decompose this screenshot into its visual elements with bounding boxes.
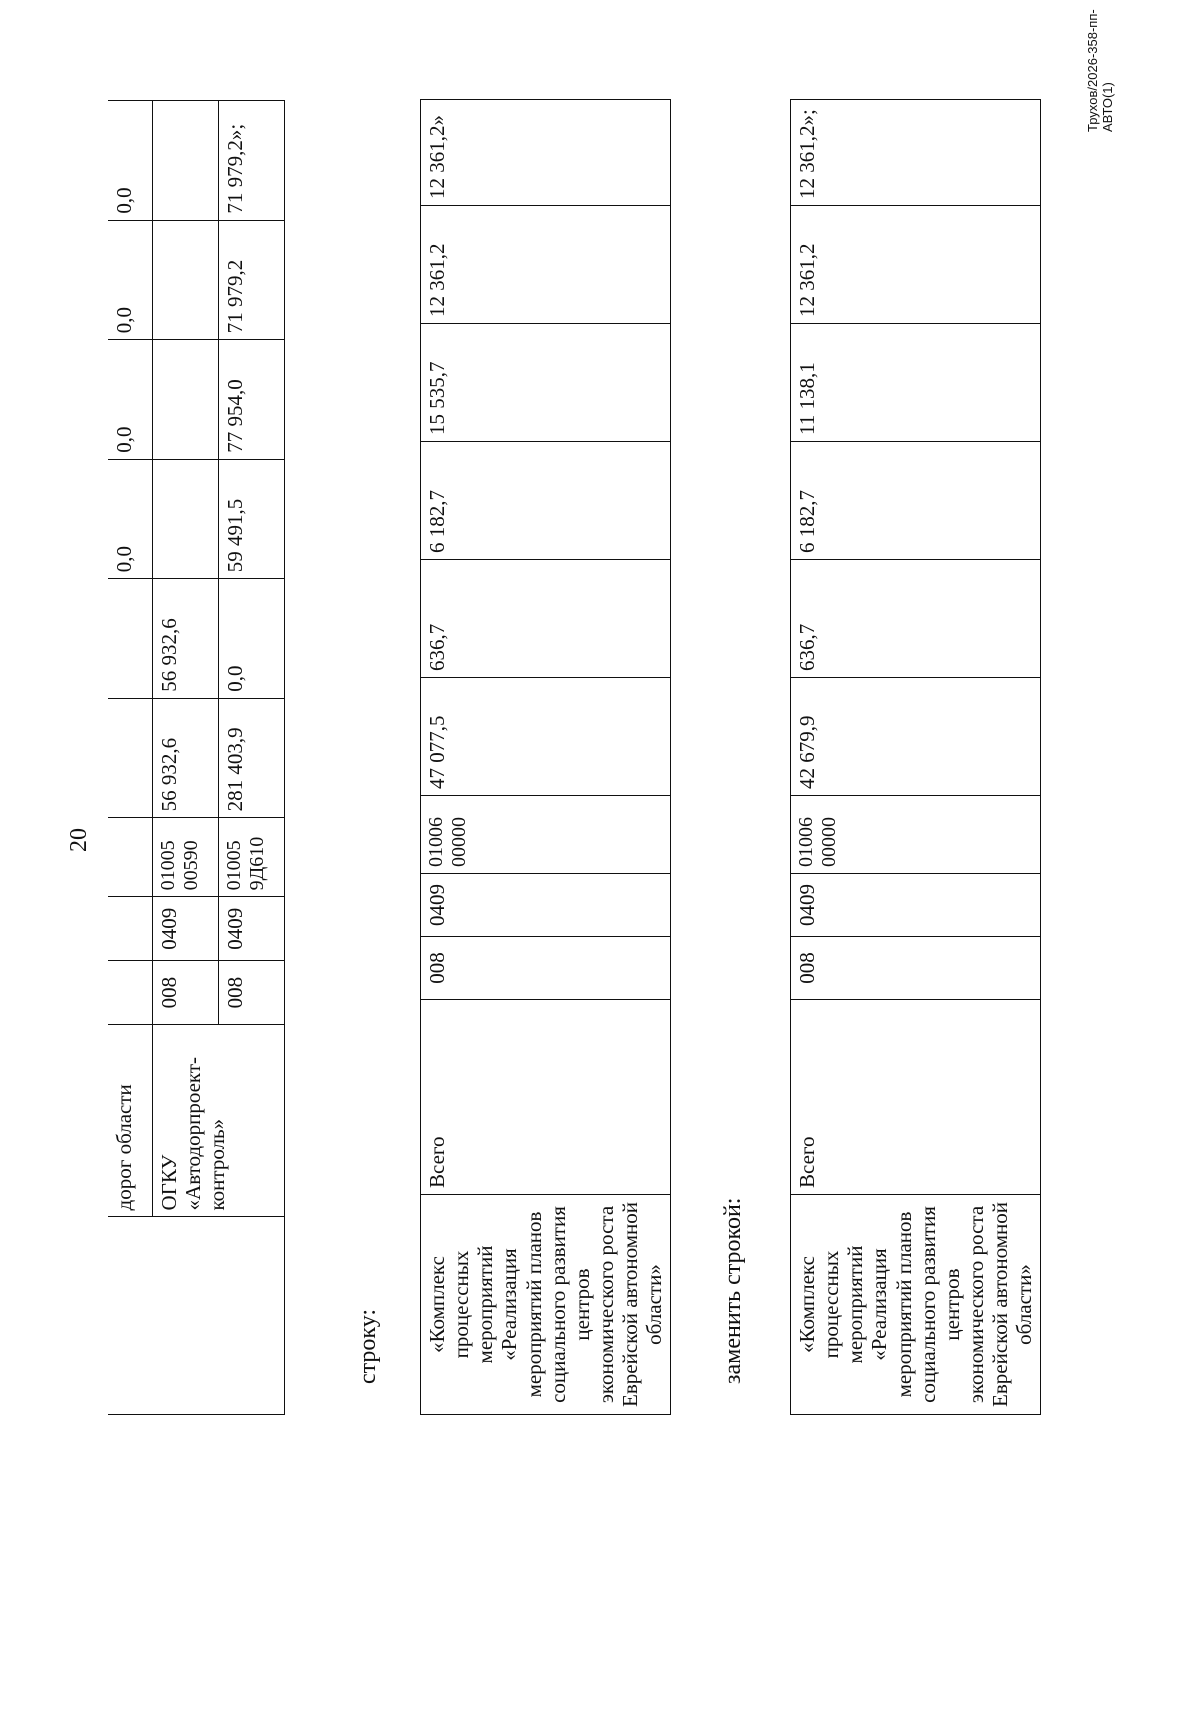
table-cell: 71 979,2 — [218, 220, 284, 340]
table-row — [791, 100, 1041, 1415]
table-cell: 008 — [791, 937, 1041, 1000]
table-cell: 0409 — [218, 897, 284, 961]
table-cell — [152, 340, 218, 460]
table-cell: 6 182,7 — [791, 442, 1041, 560]
phrase-replace-row: строку: — [355, 1308, 381, 1384]
table-cell: 6 182,7 — [421, 442, 671, 560]
table-cell: 12 361,2» — [421, 100, 671, 206]
table-cell: 008 — [152, 961, 218, 1025]
table-cell: 47 077,5 — [421, 678, 671, 796]
table-cell: 008 — [218, 961, 284, 1025]
table-cell: 0,0 — [218, 579, 284, 699]
table-old-row — [420, 99, 671, 1415]
table-cell — [108, 818, 152, 897]
table-cell: 12 361,2 — [791, 206, 1041, 324]
table-cell: 0409 — [791, 874, 1041, 937]
table-cell: 11 138,1 — [791, 324, 1041, 442]
table-cell: Всего — [421, 1000, 671, 1195]
table-cell: 71 979,2»; — [218, 101, 284, 221]
table-cell — [152, 459, 218, 579]
table-cell — [152, 220, 218, 340]
table-cell: 636,7 — [791, 560, 1041, 678]
table-cell: 12 361,2»; — [791, 100, 1041, 206]
table-cell: 15 535,7 — [421, 324, 671, 442]
table-cell: ОГКУ «Автодорпроект-контроль» — [152, 1024, 284, 1216]
table-cell — [108, 1217, 284, 1415]
table-row — [421, 100, 671, 1415]
table-cell: 01005 00590 — [152, 818, 218, 897]
table-cell: 01005 9Д610 — [218, 818, 284, 897]
table-cell: 0,0 — [108, 101, 152, 221]
table-cell: 636,7 — [421, 560, 671, 678]
page-number: 20 — [66, 828, 92, 852]
table-cell: 008 — [421, 937, 671, 1000]
table-cell: 281 403,9 — [218, 698, 284, 818]
document-code-footer: Труxов/2026-358-пп-АВТО(1) — [1085, 9, 1115, 132]
table-cell — [108, 897, 152, 961]
table-cell: 59 491,5 — [218, 459, 284, 579]
table-cell: дорог области — [108, 1024, 152, 1216]
table-cell: 56 932,6 — [152, 579, 218, 699]
table-cell — [108, 579, 152, 699]
table-cell: 42 679,9 — [791, 678, 1041, 796]
table-cell: 77 954,0 — [218, 340, 284, 460]
phrase-with-row: заменить строкой: — [720, 1197, 746, 1384]
table-cell — [108, 698, 152, 818]
table-cell — [108, 961, 152, 1025]
table-cell: 0,0 — [108, 220, 152, 340]
table-continuation — [108, 100, 285, 1415]
table-cell: 0,0 — [108, 340, 152, 460]
table-new-row — [790, 99, 1041, 1415]
table-cell: 0,0 — [108, 459, 152, 579]
table-cell: 0409 — [421, 874, 671, 937]
table-cell-name: «Комплекс процессных мероприятий «Реализация мероприятий планов социального развития центров экономического роста Еврейской автономной области» — [421, 1195, 671, 1415]
table-cell: Всего — [791, 1000, 1041, 1195]
table-cell: 0409 — [152, 897, 218, 961]
table-cell: 12 361,2 — [421, 206, 671, 324]
table-cell: 01006 00000 — [421, 796, 671, 874]
table-cell-name: «Комплекс процессных мероприятий «Реализация мероприятий планов социального развития центров экономического роста Еврейской автономной области» — [791, 1195, 1041, 1415]
table-cell — [152, 101, 218, 221]
table-cell: 56 932,6 — [152, 698, 218, 818]
table-row — [108, 101, 152, 1415]
table-cell: 01006 00000 — [791, 796, 1041, 874]
